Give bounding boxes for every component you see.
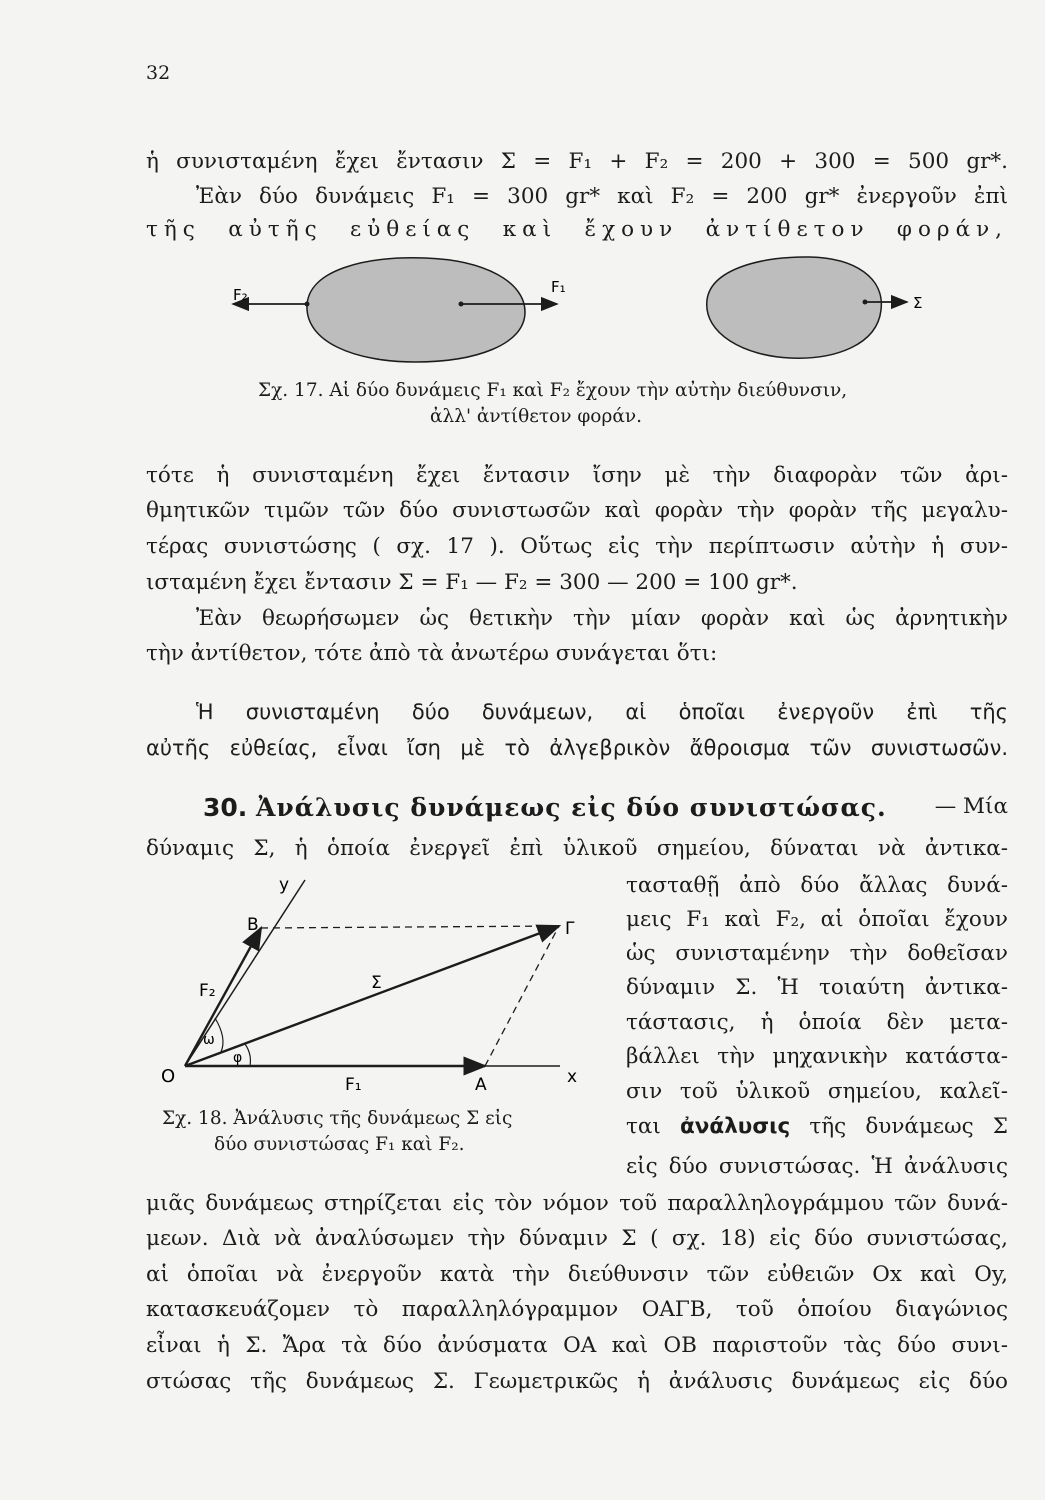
text-line: ὡς συνισταμένην τὴν δοθεῖσαν <box>626 941 1008 966</box>
label-gamma: Γ <box>565 919 575 939</box>
text-line: στώσας τῆς δυνάμεως Σ. Γεωμετρικῶς ἡ ἀνάλυσις δυνάμεως εἰς δύο <box>146 1369 1008 1394</box>
text-line: ισταμένη ἔχει ἔντασιν Σ = F₁ — F₂ = 300 — 200 = 100 gr*. <box>146 570 798 595</box>
label-o: O <box>161 1066 176 1087</box>
label-sigma: Σ <box>371 973 382 993</box>
label-f2: F₂ <box>233 286 248 304</box>
label-phi: φ <box>233 1050 243 1066</box>
text-line: βάλλει τὴν μηχανικὴν κατάστα- <box>626 1044 1008 1069</box>
rule-line: Ἡ συνισταμένη δύο δυνάμεων, αἱ ὁποῖαι ἐνεργοῦν ἐπὶ τῆς <box>196 700 1008 724</box>
text-line: τασταθῇ ἀπὸ δύο ἄλλας δυνά- <box>626 873 1008 898</box>
text-line: Ἐὰν θεωρήσωμεν ὡς θετικὴν τὴν μίαν φορὰν καὶ ὡς ἀρνητικὴν <box>196 606 1008 631</box>
text-line: τῆς αὐτῆς εὐθείας καὶ ἔχουν ἀντίθετον φοράν, <box>146 217 1008 242</box>
figure-17 <box>225 250 935 375</box>
figure-18-caption: Σχ. 18. Ἀνάλυσις τῆς δυνάμεως Σ εἰς <box>162 1108 513 1129</box>
section-title: Ἀνάλυσις δυνάμεως εἰς δύο συνιστώσας. <box>256 793 887 822</box>
text-line: δύναμιν Σ. Ἡ τοιαύτη ἀντικα- <box>626 975 1008 1000</box>
body-left <box>307 258 525 362</box>
text-line: τότε ἡ συνισταμένη ἔχει ἔντασιν ἴσην μὲ τὴν διαφορὰν τῶν ἀρι- <box>146 463 1008 488</box>
page-number: 32 <box>146 62 171 84</box>
vector-sigma <box>185 926 559 1066</box>
angle-omega-arc <box>215 1018 223 1052</box>
text-line: σιν τοῦ ὑλικοῦ σημείου, καλεῖ- <box>626 1079 1008 1104</box>
label-f1: F₁ <box>345 1075 362 1095</box>
text-line: αἱ ὁποῖαι νὰ ἐνεργοῦν κατὰ τὴν διεύθυνσιν τῶν εὐθειῶν Ox καὶ Oy, <box>146 1262 1008 1287</box>
label-a: A <box>475 1075 487 1095</box>
label-sigma: Σ <box>913 294 923 312</box>
text-line-with-term <box>626 1112 1008 1142</box>
text-line: κατασκευάζομεν τὸ παραλληλόγραμμον ΟΑΓΒ, τοῦ ὁποίου διαγώνιος <box>146 1297 1008 1322</box>
label-f1: F₁ <box>551 278 566 296</box>
text-line: εἰς δύο συνιστώσας. Ἡ ἀνάλυσις <box>626 1154 1008 1179</box>
dashed-ag <box>485 926 559 1066</box>
label-x: x <box>567 1067 578 1087</box>
section-heading-rest: — Μία <box>934 794 1008 819</box>
body-right <box>707 257 882 358</box>
label-b: B <box>247 915 259 935</box>
text-line: τὴν ἀντίθετον, τότε ἀπὸ τὰ ἀνωτέρω συνάγεται ὅτι: <box>146 641 718 666</box>
figure-17-caption: ἀλλ' ἀντίθετον φοράν. <box>430 406 642 427</box>
defined-term: ἀνάλυσις <box>680 1114 791 1139</box>
rule-line: αὐτῆς εὐθείας, εἶναι ἴση μὲ τὸ ἀλγεβρικὸν ἄθροισμα τῶν συνιστωσῶν. <box>146 736 1008 760</box>
section-number: 30. <box>203 793 248 822</box>
text-line: τέρας συνιστώσης ( σχ. 17 ). Οὕτως εἰς τὴν περίπτωσιν αὐτὴν ἡ συν- <box>146 534 1008 559</box>
text-line: μεων. Διὰ νὰ ἀναλύσωμεν τὴν δύναμιν Σ ( σχ. 18) εἰς δύο συνιστώσας, <box>146 1226 1008 1251</box>
text-fragment: τῆς δυνάμεως Σ <box>809 1114 1008 1139</box>
label-omega: ω <box>203 1032 215 1048</box>
text-line: δύναμις Σ, ἡ ὁποία ἐνεργεῖ ἐπὶ ὑλικοῦ σημείου, δύναται νὰ ἀντικα- <box>146 836 1008 861</box>
text-line: τάστασις, ἡ ὁποία δὲν μετα- <box>626 1010 1008 1035</box>
figure-18-caption: δύο συνιστώσας F₁ καὶ F₂. <box>214 1134 465 1155</box>
dashed-bg <box>261 926 559 928</box>
angle-phi-arc <box>245 1044 250 1066</box>
text-line: θμητικῶν τιμῶν τῶν δύο συνιστωσῶν καὶ φορὰν τὴν φορὰν τῆς μεγαλυ- <box>146 498 1008 523</box>
text-fragment: ται <box>626 1114 661 1139</box>
text-line: ἡ συνισταμένη ἔχει ἔντασιν Σ = F₁ + F₂ = 200 + 300 = 500 gr*. <box>146 149 1008 174</box>
figure-17-caption: Σχ. 17. Αἱ δύο δυνάμεις F₁ καὶ F₂ ἔχουν τὴν αὐτὴν διεύθυνσιν, <box>258 380 848 401</box>
figure-18 <box>155 868 595 1108</box>
text-line: μεις F₁ καὶ F₂, αἱ ὁποῖαι ἔχουν <box>626 907 1008 932</box>
label-f2: F₂ <box>199 981 216 1001</box>
text-line: μιᾶς δυνάμεως στηρίζεται εἰς τὸν νόμον τοῦ παραλληλογράμμου τῶν δυνά- <box>146 1191 1008 1216</box>
label-y: y <box>279 875 290 895</box>
section-heading <box>203 793 887 822</box>
text-line: εἶναι ἡ Σ. Ἄρα τὰ δύο ἀνύσματα ΟΑ καὶ ΟΒ παριστοῦν τὰς δύο συνι- <box>146 1333 1008 1358</box>
text-line: Ἐὰν δύο δυνάμεις F₁ = 300 gr* καὶ F₂ = 200 gr* ἐνεργοῦν ἐπὶ <box>196 184 1008 209</box>
